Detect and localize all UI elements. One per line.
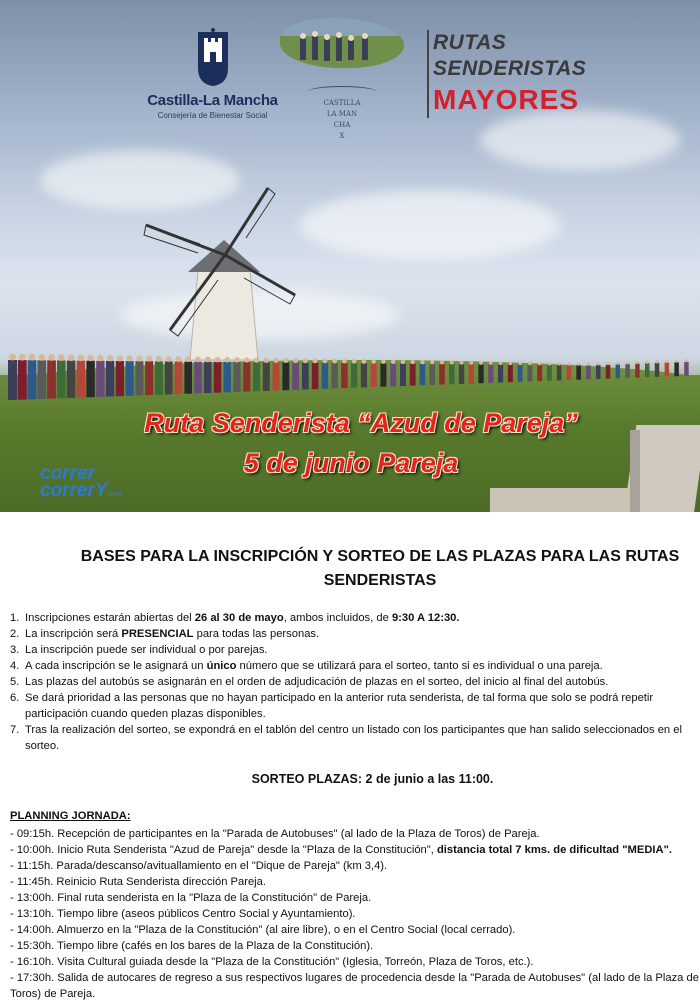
- walker-head: [606, 362, 609, 365]
- walker-head: [303, 358, 308, 363]
- document-title: BASES PARA LA INSCRIPCIÓN Y SORTEO DE LAS PLAZAS PARA LAS RUTAS SENDERISTAS: [80, 548, 680, 589]
- walker-head: [548, 362, 551, 365]
- walker-head: [616, 362, 619, 365]
- lmc-logo-arc: [308, 86, 376, 97]
- walker-head: [48, 354, 55, 361]
- planning-text: - 13:10h. Tiempo libre (aseos públicos Centro Social y Ayuntamiento).: [10, 908, 356, 920]
- rule-item: [10, 658, 700, 674]
- logo-name: Castilla-La Mancha: [147, 92, 278, 109]
- walker-head: [9, 354, 16, 361]
- walker-head: [528, 362, 532, 366]
- walker-figure: [606, 365, 610, 379]
- planning-item: [10, 954, 700, 970]
- stone-slab: [490, 488, 630, 512]
- sorteo-date: SORTEO PLAZAS: 2 de junio a las 11:00.: [251, 772, 494, 786]
- planning-text: - 16:10h. Visita Cultural guiada desde la "Plaza de la Constitución" (Iglesia, Torreón, Plaza de Toros, etc.).: [10, 956, 534, 968]
- event-title: Ruta Senderista “Azud de Pareja”: [144, 408, 578, 438]
- rule-number: 5.: [10, 676, 20, 688]
- rule-item: [10, 722, 700, 754]
- rutas-senderistas-logo: [427, 30, 586, 118]
- walker-head: [97, 355, 103, 361]
- walker-figure: [18, 360, 27, 400]
- mayores-word: MAYORES: [433, 84, 580, 115]
- walker-figure: [567, 365, 572, 380]
- correry-word: correrY: [40, 480, 108, 501]
- walker-head: [205, 357, 211, 363]
- rule-text: La inscripción puede ser individual o por parejas.: [25, 644, 268, 656]
- walker-head: [675, 360, 678, 363]
- rule-text: Tras la realización del sorteo, se expondrá en el tablón del centro un listado con los participantes que han salido seleccionados en el: [25, 724, 682, 736]
- walker-head: [127, 355, 133, 361]
- walker-head: [352, 359, 357, 364]
- walker-figure: [322, 363, 329, 389]
- walker-figure: [116, 361, 124, 396]
- walker-head: [538, 362, 541, 365]
- event-date-place: 5 de junio Pareja: [243, 448, 459, 478]
- planning-text: - 15:30h. Tiempo libre (cafés en los bares de la Plaza de la Constitución).: [10, 940, 374, 952]
- walker-figure: [596, 365, 600, 379]
- planning-item: [10, 938, 700, 954]
- walker-figure: [625, 364, 629, 378]
- rule-emphasis: único: [206, 660, 237, 672]
- lmc-line: LA MAN: [326, 110, 358, 118]
- planning-list: [10, 826, 700, 1002]
- rule-text: La inscripción será: [25, 628, 122, 640]
- rules-list: [10, 610, 700, 754]
- walker-head: [332, 359, 337, 364]
- walker-figure: [204, 362, 211, 393]
- walker-figure: [47, 360, 56, 398]
- walker-figure: [155, 361, 163, 394]
- rule-emphasis: 26 al 30 de mayo: [194, 612, 284, 624]
- walker-head: [460, 361, 464, 365]
- walker-figure: [351, 363, 357, 388]
- walker-figure: [77, 361, 85, 398]
- walker-figure: [302, 363, 309, 390]
- walker-figure: [165, 361, 173, 394]
- walker-head: [146, 356, 152, 362]
- walker-head: [283, 358, 288, 363]
- rule-text: número que se utilizará para el sorteo, tanto si es individual o una pareja.: [236, 660, 603, 672]
- walker-figure: [292, 363, 299, 390]
- walker-figure: [175, 362, 183, 395]
- walker-head: [430, 360, 434, 364]
- walker-head: [362, 359, 367, 364]
- rule-text: A cada inscripción se le asignará un: [25, 660, 207, 672]
- walker-figure: [243, 362, 250, 391]
- lmc-line: X: [339, 132, 345, 140]
- walker-head: [646, 361, 649, 364]
- walker-figure: [331, 363, 337, 388]
- walker-figure: [380, 363, 386, 386]
- walker-head: [626, 361, 629, 364]
- planning-emphasis: distancia total 7 kms. de dificultad "MEDIA".: [436, 844, 672, 856]
- walker-head: [509, 361, 513, 365]
- walker-head: [479, 361, 483, 365]
- walker-figure: [233, 362, 240, 392]
- walker-figure: [488, 364, 493, 382]
- planning-continuation: Toros) de Pareja.: [10, 988, 96, 1000]
- walker-figure: [184, 362, 192, 394]
- walker-head: [322, 358, 327, 363]
- planning-text: - 10:00h. Inicio Ruta Senderista "Azud de Pareja" desde la "Plaza de la Constitución",: [10, 844, 437, 856]
- walker-figure: [67, 361, 76, 398]
- walker-head: [224, 357, 230, 363]
- planning-text: - 17:30h. Salida de autocares de regreso a sus respectivos lugares de procedencia desde la "Parada de Autobuses" (al lado de la Plaza de: [10, 972, 699, 984]
- planning-text: - 13:00h. Final ruta senderista en la "Plaza de la Constitución" de Pareja.: [10, 892, 372, 904]
- walker-head: [195, 356, 201, 362]
- rutas-word: RUTAS: [433, 31, 507, 54]
- walker-head: [264, 358, 269, 363]
- rule-number: 7.: [10, 724, 20, 736]
- cloud: [300, 190, 560, 260]
- walker-head: [450, 361, 454, 365]
- walker-head: [469, 361, 473, 365]
- logo-subtitle: Consejería de Bienestar Social: [157, 111, 268, 120]
- planning-text: - 09:15h. Recepción de participantes en la "Parada de Autobuses" (al lado de la Plaza de Toros) de Pareja.: [10, 828, 540, 840]
- walker-head: [254, 357, 259, 362]
- walker-figure: [576, 365, 581, 379]
- rule-number: 4.: [10, 660, 20, 672]
- walker-figure: [390, 364, 396, 387]
- walker-head: [577, 363, 580, 366]
- rule-emphasis: PRESENCIAL: [121, 628, 194, 640]
- walker-figure: [96, 361, 104, 397]
- planning-item: [10, 858, 700, 874]
- walker-figure: [420, 364, 426, 386]
- castilla-la-mancha-logo: [140, 28, 285, 120]
- lmc-line: CHA: [333, 121, 351, 129]
- planning-heading: PLANNING JORNADA:: [10, 810, 131, 822]
- walker-figure: [263, 362, 270, 391]
- rule-text: Inscripciones estarán abiertas del: [25, 612, 195, 624]
- walker-figure: [655, 363, 659, 377]
- walker-head: [381, 359, 385, 363]
- walker-head: [185, 356, 191, 362]
- walker-figure: [684, 362, 688, 376]
- walker-head: [371, 359, 376, 364]
- rule-number: 6.: [10, 692, 20, 704]
- walker-figure: [439, 364, 445, 385]
- planning-item: [10, 874, 700, 890]
- walker-figure: [57, 360, 66, 398]
- planning-item: [10, 906, 700, 922]
- rule-text: Las plazas del autobús se asignarán en el orden de adjudicación de plazas en el sorteo, del inicio al final del autobús.: [25, 676, 609, 688]
- rule-item: [10, 642, 700, 658]
- walker-figure: [537, 365, 542, 381]
- walker-head: [440, 360, 444, 364]
- castle-shield-icon: [194, 28, 232, 88]
- walker-figure: [135, 361, 143, 395]
- group-photo-figures: [280, 18, 404, 68]
- planning-item: [10, 842, 700, 858]
- walker-figure: [586, 365, 590, 379]
- walker-figure: [547, 365, 552, 381]
- walker-figure: [449, 364, 455, 384]
- walker-figure: [469, 364, 474, 383]
- walker-figure: [645, 363, 649, 377]
- walker-head: [78, 355, 85, 362]
- walker-figure: [28, 360, 37, 399]
- walker-head: [136, 356, 142, 362]
- planning-item: [10, 970, 700, 1002]
- walker-head: [58, 354, 65, 361]
- walker-figure: [635, 364, 639, 378]
- walker-figure: [508, 365, 513, 383]
- rule-emphasis: 9:30 A 12:30.: [391, 612, 460, 624]
- walker-head: [117, 355, 123, 361]
- rule-item: [10, 690, 700, 722]
- walker-figure: [37, 360, 46, 399]
- walker-figure: [400, 364, 406, 386]
- walker-figure: [527, 365, 532, 382]
- walker-figure: [145, 361, 153, 395]
- rule-text: , ambos incluidos, de: [283, 612, 392, 624]
- walker-figure: [341, 363, 347, 388]
- walker-figure: [674, 362, 678, 376]
- walker-head: [401, 360, 405, 364]
- planning-text: - 11:15h. Parada/descanso/avituallamiento en el "Dique de Pareja" (km 3,4).: [10, 860, 388, 872]
- correr-y-correr-logo: [40, 465, 122, 504]
- walker-head: [518, 362, 522, 366]
- walker-head: [567, 362, 570, 365]
- walkers-crowd: [0, 330, 700, 410]
- planning-item: [10, 826, 700, 842]
- walker-head: [234, 357, 239, 362]
- walker-head: [342, 359, 347, 364]
- walker-head: [166, 356, 172, 362]
- walker-figure: [557, 365, 562, 380]
- planning-item: [10, 922, 700, 938]
- walker-figure: [194, 362, 202, 394]
- walker-head: [68, 354, 75, 361]
- walker-head: [420, 360, 424, 364]
- walker-figure: [371, 363, 377, 387]
- senderistas-word: SENDERISTAS: [433, 57, 587, 80]
- castilla-la-mancha-x-logo: [312, 98, 372, 142]
- walker-figure: [126, 361, 134, 396]
- rule-text: para todas las personas.: [193, 628, 320, 640]
- walker-head: [156, 356, 162, 362]
- walker-figure: [518, 365, 523, 382]
- rule-number: 3.: [10, 644, 20, 656]
- walker-head: [87, 355, 93, 361]
- rule-text: Se dará prioridad a las personas que no hayan participado en la anterior ruta senderista, de tal forma que solo se podrá repetir: [25, 692, 654, 704]
- walker-figure: [459, 364, 464, 384]
- walker-head: [597, 362, 600, 365]
- rule-number: 2.: [10, 628, 20, 640]
- walker-figure: [312, 363, 319, 389]
- walker-head: [411, 360, 415, 364]
- planning-text: - 11:45h. Reinicio Ruta Senderista dirección Pareja.: [10, 876, 267, 888]
- walker-head: [587, 363, 590, 366]
- planning-item: [10, 890, 700, 906]
- walker-figure: [478, 364, 483, 383]
- planning-text: - 14:00h. Almuerzo en la "Plaza de la Constitución" (al aire libre), o en el Centro Social (local cerrado).: [10, 924, 516, 936]
- walker-head: [685, 359, 688, 362]
- walker-figure: [224, 362, 231, 392]
- walker-head: [391, 360, 395, 364]
- walker-head: [499, 361, 503, 365]
- walker-figure: [214, 362, 221, 393]
- correr-domain: .com: [107, 492, 122, 498]
- walker-head: [38, 354, 45, 361]
- walker-head: [665, 360, 668, 363]
- walker-head: [489, 361, 493, 365]
- walker-head: [244, 357, 249, 362]
- rule-item: [10, 610, 700, 626]
- walker-head: [557, 362, 560, 365]
- walker-figure: [273, 362, 280, 390]
- walker-head: [293, 358, 298, 363]
- walker-figure: [106, 361, 114, 397]
- walker-head: [655, 360, 658, 363]
- walker-figure: [410, 364, 416, 386]
- walker-head: [313, 358, 318, 363]
- walker-head: [215, 357, 221, 363]
- rule-item: [10, 674, 700, 690]
- rule-continuation: participación cuando queden plazas disponibles.: [25, 708, 266, 720]
- walker-figure: [282, 363, 289, 391]
- walker-figure: [86, 361, 94, 397]
- walker-figure: [498, 365, 503, 383]
- rule-continuation: sorteo.: [25, 740, 60, 752]
- walker-head: [636, 361, 639, 364]
- rule-item: [10, 626, 700, 642]
- walker-figure: [616, 364, 620, 378]
- walker-figure: [665, 363, 669, 377]
- walker-head: [176, 356, 182, 362]
- walker-head: [29, 354, 36, 361]
- walker-figure: [361, 363, 367, 387]
- walker-head: [19, 354, 26, 361]
- lmc-line: CASTILLA: [323, 99, 361, 107]
- walker-figure: [8, 360, 17, 400]
- walker-head: [273, 358, 278, 363]
- walker-head: [107, 355, 113, 361]
- correr-word: correr: [40, 463, 95, 484]
- walker-figure: [253, 362, 260, 391]
- rule-number: 1.: [10, 612, 20, 624]
- cloud: [480, 110, 680, 170]
- group-photo: [280, 18, 404, 68]
- walker-figure: [429, 364, 435, 385]
